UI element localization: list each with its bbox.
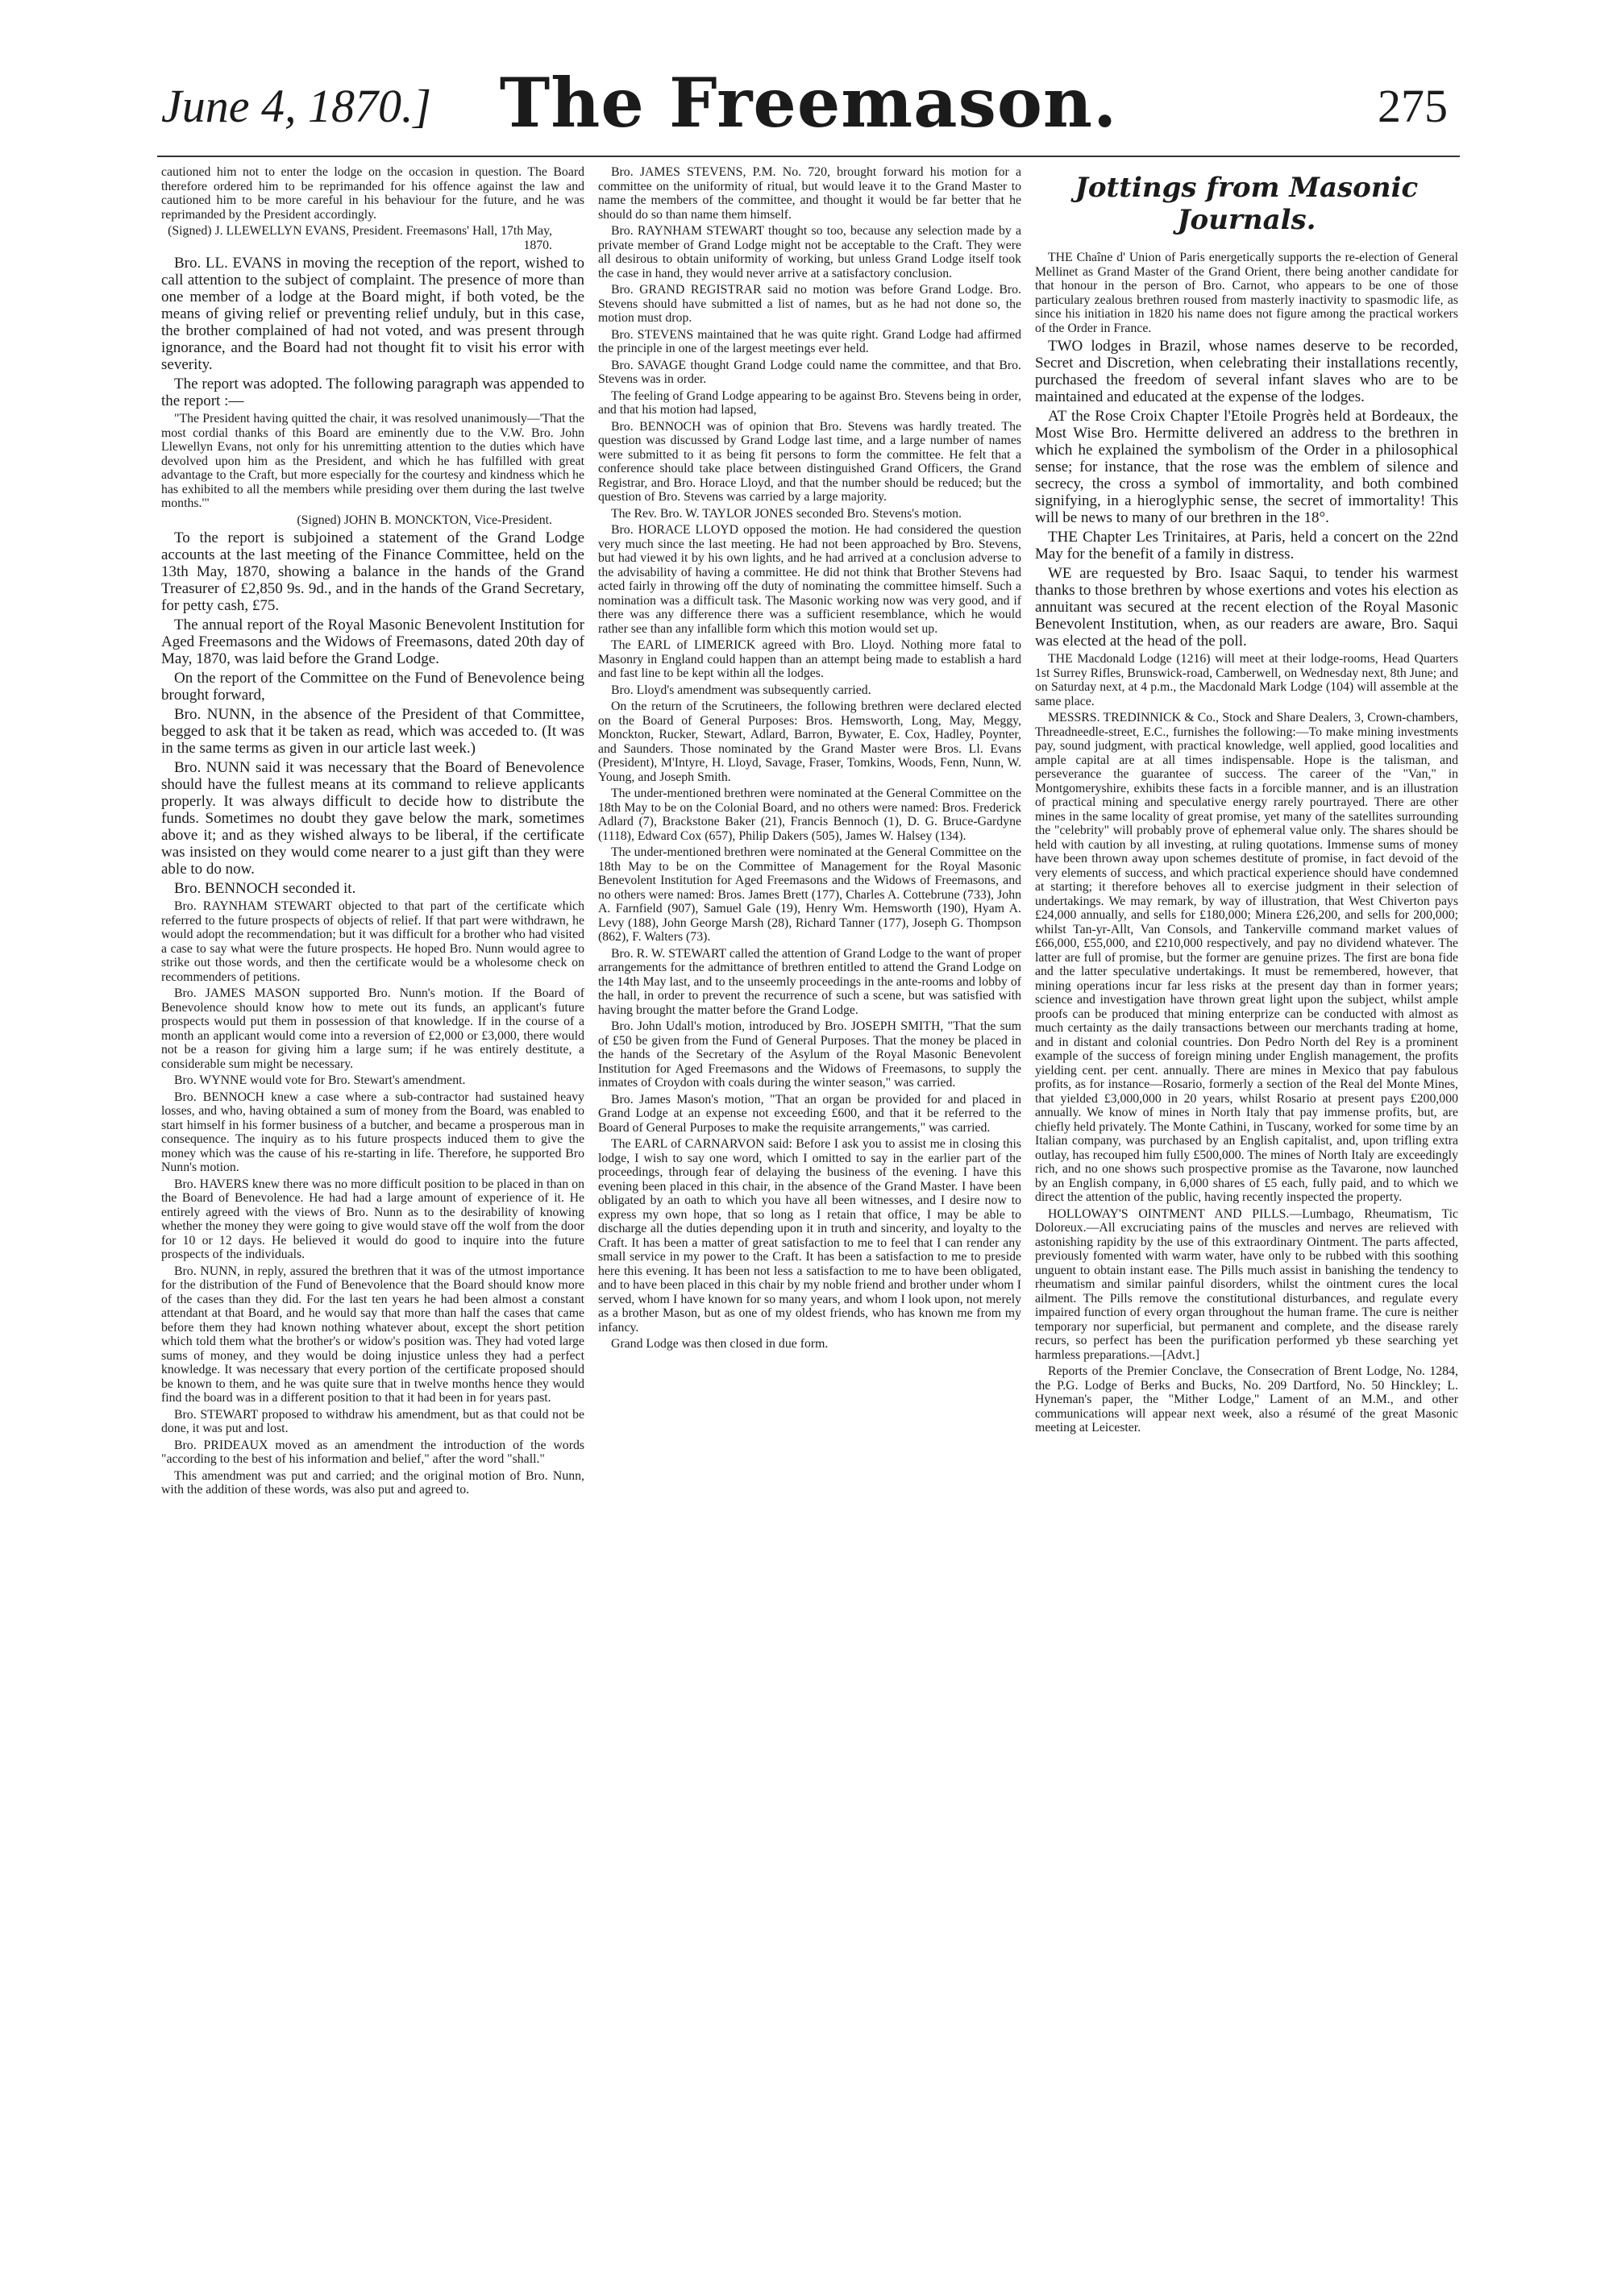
closing-line: Grand Lodge was then closed in due form. <box>611 1337 829 1351</box>
paragraph: Bro. JAMES MASON supported Bro. Nunn's motion. If the Board of Benevolence should know how to mete out its funds, an applicant's future prospects would put them in possession of that knowledge. If in the course of a month an applicant would come into a reversion of £2,000 or £3,000, there would not be a reason for giving him a large sum; if he was entirely destitute, a considerable sum might be necessary. <box>161 986 584 1071</box>
signature: (Signed) J. LLEWELLYN EVANS, President. Freemasons' Hall, 17th May, 1870. <box>168 224 552 252</box>
advertisement: HOLLOWAY'S OINTMENT AND PILLS.—Lumbago, Rheumatism, Tic Doloreux.—All excruciating pains of the muscles and nerves are relieved with astonishing rapidity by the use of this extraordinary Ointment. The parts affected, previously fomented with warm water, have only to be rubbed with this soothing unguent to obtain instant ease. The Pills much assist in banishing the tendency to rheumatism and similar painful disorders, whilst the ointment cures the local ailment. The Pills remove the constitutional disturbances, and regulate every impaired function of every organ throughout the human frame. The cure is neither temporary nor superficial, but permanent and complete, and the disease rarely recurs, so perfect has been the purification performed yb these searching yet harmless preparations.—[Advt.] <box>1035 1206 1458 1362</box>
paragraph: To the report is subjoined a statement of the Grand Lodge accounts at the last meeting of the Finance Committee, held on the 13th May, 1870, showing a balance in the hands of the Grand Treasurer of £2,850 9s. 9d., and in the hands of the Grand Secretary, for petty cash, £75. <box>161 529 584 614</box>
paragraph: The under-mentioned brethren were nominated at the General Committee on the 18th May to be on the Colonial Board, and no others were named: Bros. Frederick Adlard (7), Brackstone Baker (21), Francis Bennoch (1), D. G. Bruce-Gardyne (1118), Edward Cox (657), Philip Dakers (505), James W. Halsey (134). <box>598 787 1021 843</box>
paragraph: Bro. BENNOCH was of opinion that Bro. Stevens was hardly treated. The question was discussed by Grand Lodge last time, and a large number of names were submitted to it as being fit persons to form the committee. He felt that a conference should take place between distinguished Grand Officers, the Grand Registrar, and Bro. Horace Lloyd, and that the number should be reduced; but the question of Bro. Stevens was carried by a large majority. <box>598 419 1021 504</box>
paragraph: Bro. JAMES STEVENS, P.M. No. 720, brought forward his motion for a committee on the uniformity of ritual, but would leave it to the Grand Master to name the members of the committee, and thought it would be far better that he should do so than name them himself. <box>598 165 1021 222</box>
paragraph: Bro. BENNOCH seconded it. <box>174 880 356 897</box>
issue-date: June 4, 1870.] <box>161 80 432 132</box>
page-header <box>121 48 1496 161</box>
column-right <box>1035 165 1458 1438</box>
paragraph: Bro. STEVENS maintained that he was quite right. Grand Lodge had affirmed the principle in one of the largest meetings ever held. <box>598 327 1021 355</box>
signature: (Signed) JOHN B. MONCKTON, Vice-President. <box>297 513 552 527</box>
paragraph: This amendment was put and carried; and the original motion of Bro. Nunn, with the addition of these words, was also put and agreed to. <box>161 1468 584 1497</box>
paragraph: On the report of the Committee on the Fund of Benevolence being brought forward, <box>161 670 584 704</box>
paragraph: Bro. NUNN, in reply, assured the brethren that it was of the utmost importance for the distribution of the Fund of Benevolence that the Board should know more of the cases than they did. For the last ten years he had been almost a constant attendant at that Board, and he would say that more than half the cases that came before them they had known nothing whatever about, except the short petition which told them what the brother's or widow's position was. They had voted large sums of money, and they would be doing injustice unless they had a perfect knowledge. It was necessary that every portion of the certificate proposed should be known to them, and he was quite sure that in twelve months hence they would find the board was in a different position to that it had been in for years past. <box>161 1264 584 1405</box>
column-left <box>161 165 584 1500</box>
paragraph: Bro. RAYNHAM STEWART objected to that part of the certificate which referred to the future prospects of objects of relief. If that part were withdrawn, he would adopt the recommendation; but it was difficult for a brother who had visited a case to say what were the future prospects. He hoped Bro. Nunn would agree to strike out those words, and then the certificate would be a wholesome check on recommenders of petitions. <box>161 899 584 984</box>
section-heading: Jottings from Masonic Journals. <box>1075 172 1419 236</box>
paragraph: Bro. James Mason's motion, "That an organ be provided for and placed in Grand Lodge at an expense not exceeding £600, and that it be referred to the Board of General Purposes to make the requisite arrangements," was carried. <box>598 1092 1021 1135</box>
paragraph: The feeling of Grand Lodge appearing to be against Bro. Stevens being in order, and that his motion had lapsed, <box>598 388 1021 417</box>
paragraph: WE are requested by Bro. Isaac Saqui, to tender his warmest thanks to those brethren by whose exertions and votes his election as annuitant was secured at the recent election of the Royal Masonic Benevolent Institution, when, as our readers are aware, Bro. Saqui was elected at the head of the poll. <box>1035 565 1458 650</box>
paragraph: Bro. NUNN, in the absence of the President of that Committee, begged to ask that it be taken as read, which was acceded to. (It was in the same terms as given in our article last week.) <box>161 706 584 757</box>
column-middle <box>598 165 1021 1354</box>
paragraph: Bro. John Udall's motion, introduced by Bro. JOSEPH SMITH, "That the sum of £50 be given from the Fund of General Purposes. That the money be placed in the hands of the Secretary of the Asylum of the Royal Masonic Benevolent Institution for Aged Freemasons and the Widows of Freemasons, to supply the inmates of Croydon with coals during the winter season," was carried. <box>598 1019 1021 1090</box>
paragraph: The EARL of LIMERICK agreed with Bro. Lloyd. Nothing more fatal to Masonry in England could happen than an attempt being made to establish a hard and fast line to be kept within all the lodges. <box>598 638 1021 680</box>
paragraph: Bro. BENNOCH knew a case where a sub-contractor had sustained heavy losses, and who, having obtained a sum of money from the Board, was enabled to start himself in his former business of a butcher, and became a prosperous man in consequence. The inquiry as to his future prospects induced them to give the money which was the cause of his re-starting in life. Therefore, he supported Bro Nunn's motion. <box>161 1090 584 1174</box>
paragraph: The report was adopted. The following paragraph was appended to the report :— <box>161 376 584 409</box>
paragraph: THE Chaîne d' Union of Paris energetically supports the re-election of General Mellinet as Grand Master of the Grand Orient, there being another candidate for that honour in the person of Bro. Carnot, who appears to be one of those particulary zealous brethren roused from masterly inactivity to spasmodic life, as since his initiation in 1820 his name does not figure among the practical workers of the Order in France. <box>1035 251 1458 335</box>
paragraph: Bro. STEWART proposed to withdraw his amendment, but as that could not be done, it was put and lost. <box>161 1407 584 1435</box>
paragraph: TWO lodges in Brazil, whose names deserve to be recorded, Secret and Discretion, when celebrating their installations recently, purchased the freedom of several infant slaves who are to be maintained and educated at the expense of the lodges. <box>1035 338 1458 405</box>
paragraph: Bro. HORACE LLOYD opposed the motion. He had considered the question very much since the last meeting. He had not been approached by Bro. Stevens, but had viewed it by his own lights, and he had arrived at a conclusion adverse to the advisability of having a committee. He did not think that Brother Stevens had acted fairly in throwing off the duty of nominating the committee himself. Such a nomination was a difficult task. The Masonic working now was very good, and if there was any difference there was a sufficient resemblance, which he would rather see than any infallible form which this motion would set up. <box>598 523 1021 636</box>
paragraph: THE Chapter Les Trinitaires, at Paris, held a concert on the 22nd May for the benefit of a family in distress. <box>1035 529 1458 563</box>
paragraph: Bro. R. W. STEWART called the attention of Grand Lodge to the want of proper arrangements for the admittance of brethren entitled to attend the Grand Lodge on the 14th May last, and to the unseemly proceedings in the ante-rooms and lobby of the hall, in order to prevent the recurrence of such a scene, but was satisfied with having brought the matter before the Grand Lodge. <box>598 946 1021 1017</box>
page-number: 275 <box>1378 80 1448 132</box>
paragraph: cautioned him not to enter the lodge on the occasion in question. The Board therefore ordered him to be reprimanded for his offence against the law and cautioned him to be more careful in his behaviour for the future, and he was reprimanded by the President accordingly. <box>161 165 584 222</box>
paragraph: The Rev. Bro. W. TAYLOR JONES seconded Bro. Stevens's motion. <box>611 506 962 521</box>
paragraph: Bro. PRIDEAUX moved as an amendment the introduction of the words "according to the best of his information and belief," after the word "shall." <box>161 1438 584 1466</box>
paragraph: THE Macdonald Lodge (1216) will meet at their lodge-rooms, Head Quarters 1st Surrey Rifles, Brunswick-road, Camberwell, on Wednesday next, 8th June; and on Saturday next, at 4 p.m., the Macdonald Mark Lodge (104) will assemble at the same place. <box>1035 652 1458 708</box>
paragraph: MESSRS. TREDINNICK & Co., Stock and Share Dealers, 3, Crown-chambers, Threadneedle-street, E.C., furnishes the following:—To make mining investments pay, sound judgment, with practical knowledge, well applied, good localities and ample capital are at all times indispensable. Hope is the talisman, and perseverance the guarantee of success. The career of the "Van," in Montgomeryshire, exhibits these facts in a forcible manner, and is an illustration of practical mining and speculative energy rarely pourtrayed. There are other mines in the same locality of great promise, yet many of the satellites surrounding the "celebrity" will probably prove of ephemeral value only. The shares should be held with caution by all investing, at ruling quotations. Immense sums of money have been thrown away upon schemes destitute of promise, in fact devoid of the very elements of success, and which practical experience should have condemned at starting; it therefore behoves all to exercise judgment in their selection of undertakings. We may remark, by way of illustration, that West Chiverton pays £24,000 annually, and sells for £180,000; Minera £26,200, and sells for 200,000; whilst Tan-yr-Allt, Van Consols, and Tankerville command market values of £66,000, £55,000, and £210,000 respectively, and pay no dividend whatever. The latter are full of promise, but the former are genuine prizes. The first are bona fide and the latter speculative undertakings. It must be remembered, however, that mining operations incur far less risks at the present day than in former years; science and investigation have thrown great light upon the subject, whilst ample proofs can be produced that mining enterprize can be conducted with almost as much certainty as the daily transactions between our merchants trading at home, and in distant and colonial countries. Don Pedro North del Rey is a prominent example of the success of foreign mining under English management, the profits yielding cent. per cent. annually. There are mines in Mexico that pay fabulous profits, as for instance—Rosario, formerly a section of the Real del Monte Mines, that yielded £3,000,000 in 20 years, whilst Rosario at present pays £200,000 annually. We know of mines in North Italy that pay immense profits, but, are chiefly held privately. The Monte Cathini, in Tuscany, worked for some time by an Italian company, was purchased by an English capitalist, and, upon trifling extra outlay, has recouped him fully £500,000. The mines of North Italy are exceedingly rich, and no one shows such prospective promise as the Tavarone, now launched by an English company, in 6,000 shares of £5 each, fully paid, and to which we direct the attention of the public, having recently inspected the property. <box>1035 711 1458 1204</box>
paragraph: Bro. GRAND REGISTRAR said no motion was before Grand Lodge. Bro. Stevens should have submitted a list of names, but as he had not done so, the motion must drop. <box>598 283 1021 325</box>
paragraph: Bro. SAVAGE thought Grand Lodge could name the committee, and that Bro. Stevens was in order. <box>598 358 1021 386</box>
paragraph: The EARL of CARNARVON said: Before I ask you to assist me in closing this lodge, I wish to say one word, which I omitted to say in the earlier part of the proceedings, through fear of delaying the business of the evening. I have this evening been placed in this chair, in the absence of the Grand Master. I have been obligated by an oath to which you have all been witnesses, and I desire now to express my own hope, that so long as I retain that office, I may be able to discharge all the duties depending upon it in truth and sincerity, and loyalty to the Craft. It has been a matter of great satisfaction to me to feel that I can render any small service in my power to the Craft. It has been a satisfaction to me to preside here this evening. It has been not less a satisfaction to me to have been obligated, and to have been placed in this chair by my noble friend and brother under whom I served, whom I have known for so many years, and whom I look upon, not merely as a brother Mason, but as one of my oldest friends, who has known me from my infancy. <box>598 1137 1021 1335</box>
paragraph: The under-mentioned brethren were nominated at the General Committee on the 18th May to be on the Committee of Management for the Royal Masonic Benevolent Institution for Aged Freemasons and the Widows of Freemasons, and no others were named: Bros. James Brett (177), Charles A. Cottebrune (733), John A. Farnfield (907), Samuel Gale (19), Henry Wm. Hemsworth (190), Hyam A. Levy (188), John George Marsh (28), Richard Tanner (177), Joseph G. Thompson (862), F. Walters (73). <box>598 845 1021 944</box>
paragraph: Bro. RAYNHAM STEWART thought so too, because any selection made by a private member of Grand Lodge might not be acceptable to the Craft. They were all desirous to obtain uniformity of working, but unless Grand Lodge itself took the case in hand, they would never arrive at a satisfactory conclusion. <box>598 224 1021 280</box>
paragraph: Bro. LL. EVANS in moving the reception of the report, wished to call attention to the subject of complaint. The presence of more than one member of a lodge at the Board might, if both voted, be the means of giving relief or preventing relief unduly, but in this case, the brother complained of had not voted, and was present through ignorance, and the Board had not thought fit to visit his error with severity. <box>161 255 584 373</box>
paragraph: Bro. WYNNE would vote for Bro. Stewart's amendment. <box>174 1073 466 1087</box>
paragraph: The annual report of the Royal Masonic Benevolent Institution for Aged Freemasons and the Widows of Freemasons, dated 20th day of May, 1870, was laid before the Grand Lodge. <box>161 617 584 667</box>
paragraph: On the return of the Scrutineers, the following brethren were declared elected on the Board of General Purposes: Bros. Hemsworth, Long, May, Meggy, Monckton, Rucker, Stewart, Adlard, Barron, Bywater, E. Cox, Hadley, Poynter, and Saunders. Those nominated by the Grand Master were Bros. Ll. Evans (President), M'Intyre, H. Lloyd, Savage, Fraser, Tomkins, Woods, Fenn, Nunn, W. Young, and Joseph Smith. <box>598 700 1021 784</box>
paragraph: Bro. HAVERS knew there was no more difficult position to be placed in than on the Board of Benevolence. He had had a large amount of experience of it. He entirely agreed with the views of Bro. Nunn as to the desirability of knowing whether the money they were going to give would stave off the wolf from the door for 10 or 12 days. He believed it would do good to inquire into the future prospects of the individuals. <box>161 1177 584 1261</box>
masthead-title: The Freemason. <box>499 63 1118 143</box>
paragraph: Reports of the Premier Conclave, the Consecration of Brent Lodge, No. 1284, the P.G. Lodge of Berks and Bucks, No. 209 Dartford, No. 50 Hinckley; L. Hyneman's paper, the "Mither Lodge," Lament of an M.M., and other communications will appear next week, also a résumé of the great Masonic meeting at Leicester. <box>1035 1364 1458 1434</box>
paragraph: Bro. Lloyd's amendment was subsequently carried. <box>611 683 871 697</box>
paragraph: Bro. NUNN said it was necessary that the Board of Benevolence should have the fullest means at its command to relieve applicants properly. It was always difficult to decide how to distribute the funds. Sometimes no doubt they gave below the mark, sometimes above it; and as they wished always to be liberal, if the certificate was insisted on they would come nearer to a just gift than they were able to do now. <box>161 759 584 878</box>
quoted-resolution: "The President having quitted the chair, it was resolved unanimously—'That the most cordial thanks of this Board are eminently due to the V.W. Bro. John Llewellyn Evans, not only for his unremitting attention to the duties which have devolved upon him as the President, and which he has fulfilled with great advantage to the Craft, but more especially for the courtesy and kindness which he has exhibited to all the members while presiding over them during the last twelve months.'" <box>161 412 584 510</box>
paragraph: AT the Rose Croix Chapter l'Etoile Progrès held at Bordeaux, the Most Wise Bro. Hermitte delivered an address to the brethren in which he explained the symbolism of the Order in a philosophical sense; for instance, that the rose was the emblem of silence and secrecy, the cross a symbol of immortality, and both combined signifying, in a hieroglyphic sense, the secret of immortality! This will be news to many of our brethren in the 18°. <box>1035 408 1458 526</box>
header-rule <box>157 156 1460 157</box>
